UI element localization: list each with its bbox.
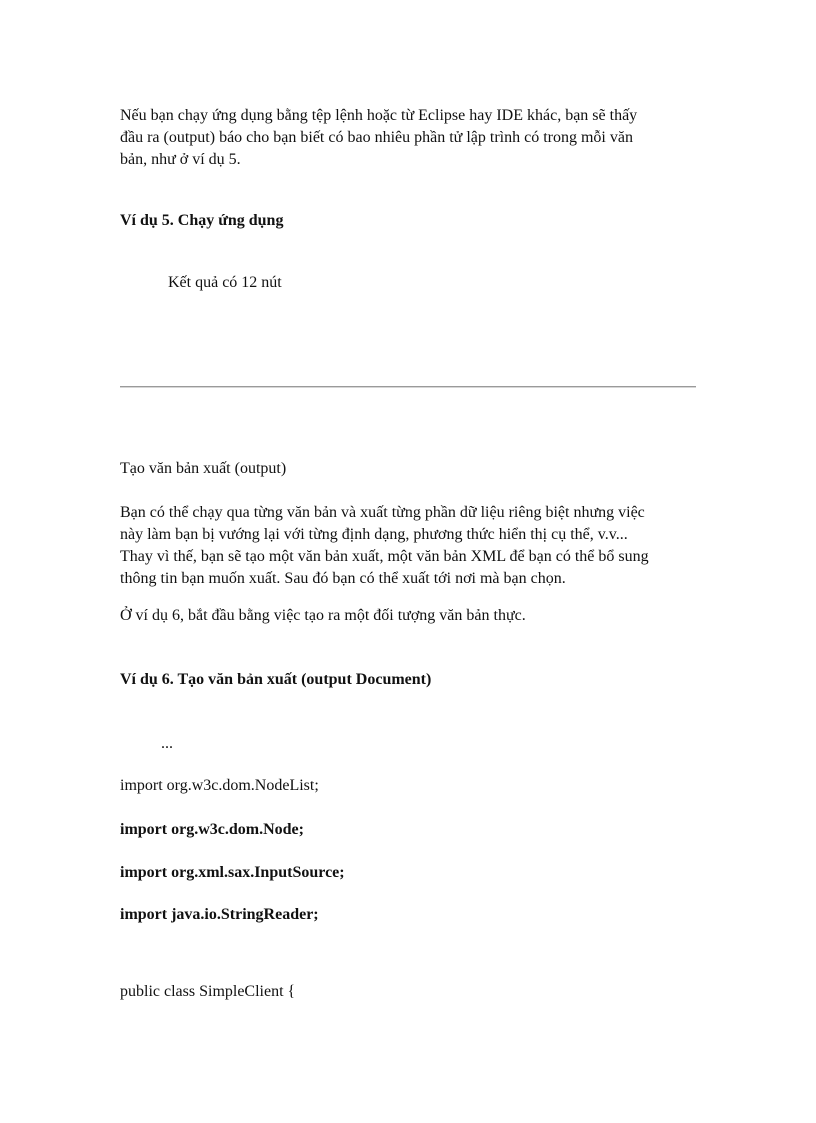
example5-result: Kết quả có 12 nút: [168, 274, 282, 291]
example5-heading: Ví dụ 5. Chạy ứng dụng: [120, 212, 284, 229]
intro-line: đầu ra (output) báo cho bạn biết có bao nhiêu phần tử lập trình có trong mỗi văn: [120, 129, 633, 146]
horizontal-rule: [120, 386, 696, 388]
code-line: import java.io.StringReader;: [120, 906, 319, 923]
section-line: này làm bạn bị vướng lại với từng định dạng, phương thức hiển thị cụ thể, v.v...: [120, 526, 628, 543]
section-line: Bạn có thể chạy qua từng văn bản và xuất từng phần dữ liệu riêng biệt nhưng việc: [120, 504, 645, 521]
code-line: import org.xml.sax.InputSource;: [120, 864, 345, 881]
intro-line: Nếu bạn chạy ứng dụng bằng tệp lệnh hoặc từ Eclipse hay IDE khác, bạn sẽ thấy: [120, 107, 638, 124]
section-paragraph-2: Ở ví dụ 6, bắt đầu bằng việc tạo ra một đối tượng văn bản thực.: [120, 607, 526, 624]
ellipsis: ...: [161, 735, 173, 752]
section-line: Thay vì thế, bạn sẽ tạo một văn bản xuất, một văn bản XML để bạn có thể bổ sung: [120, 548, 649, 565]
section-title: Tạo văn bản xuất (output): [120, 460, 287, 477]
code-line: import org.w3c.dom.Node;: [120, 821, 304, 838]
code-line: import org.w3c.dom.NodeList;: [120, 777, 319, 794]
section-line: thông tin bạn muốn xuất. Sau đó bạn có thể xuất tới nơi mà bạn chọn.: [120, 570, 566, 587]
class-declaration: public class SimpleClient {: [120, 983, 296, 1000]
intro-paragraph: [120, 105, 710, 171]
example6-heading: Ví dụ 6. Tạo văn bản xuất (output Document): [120, 671, 432, 688]
section-paragraph: [120, 502, 710, 590]
intro-line: bản, như ở ví dụ 5.: [120, 151, 241, 168]
